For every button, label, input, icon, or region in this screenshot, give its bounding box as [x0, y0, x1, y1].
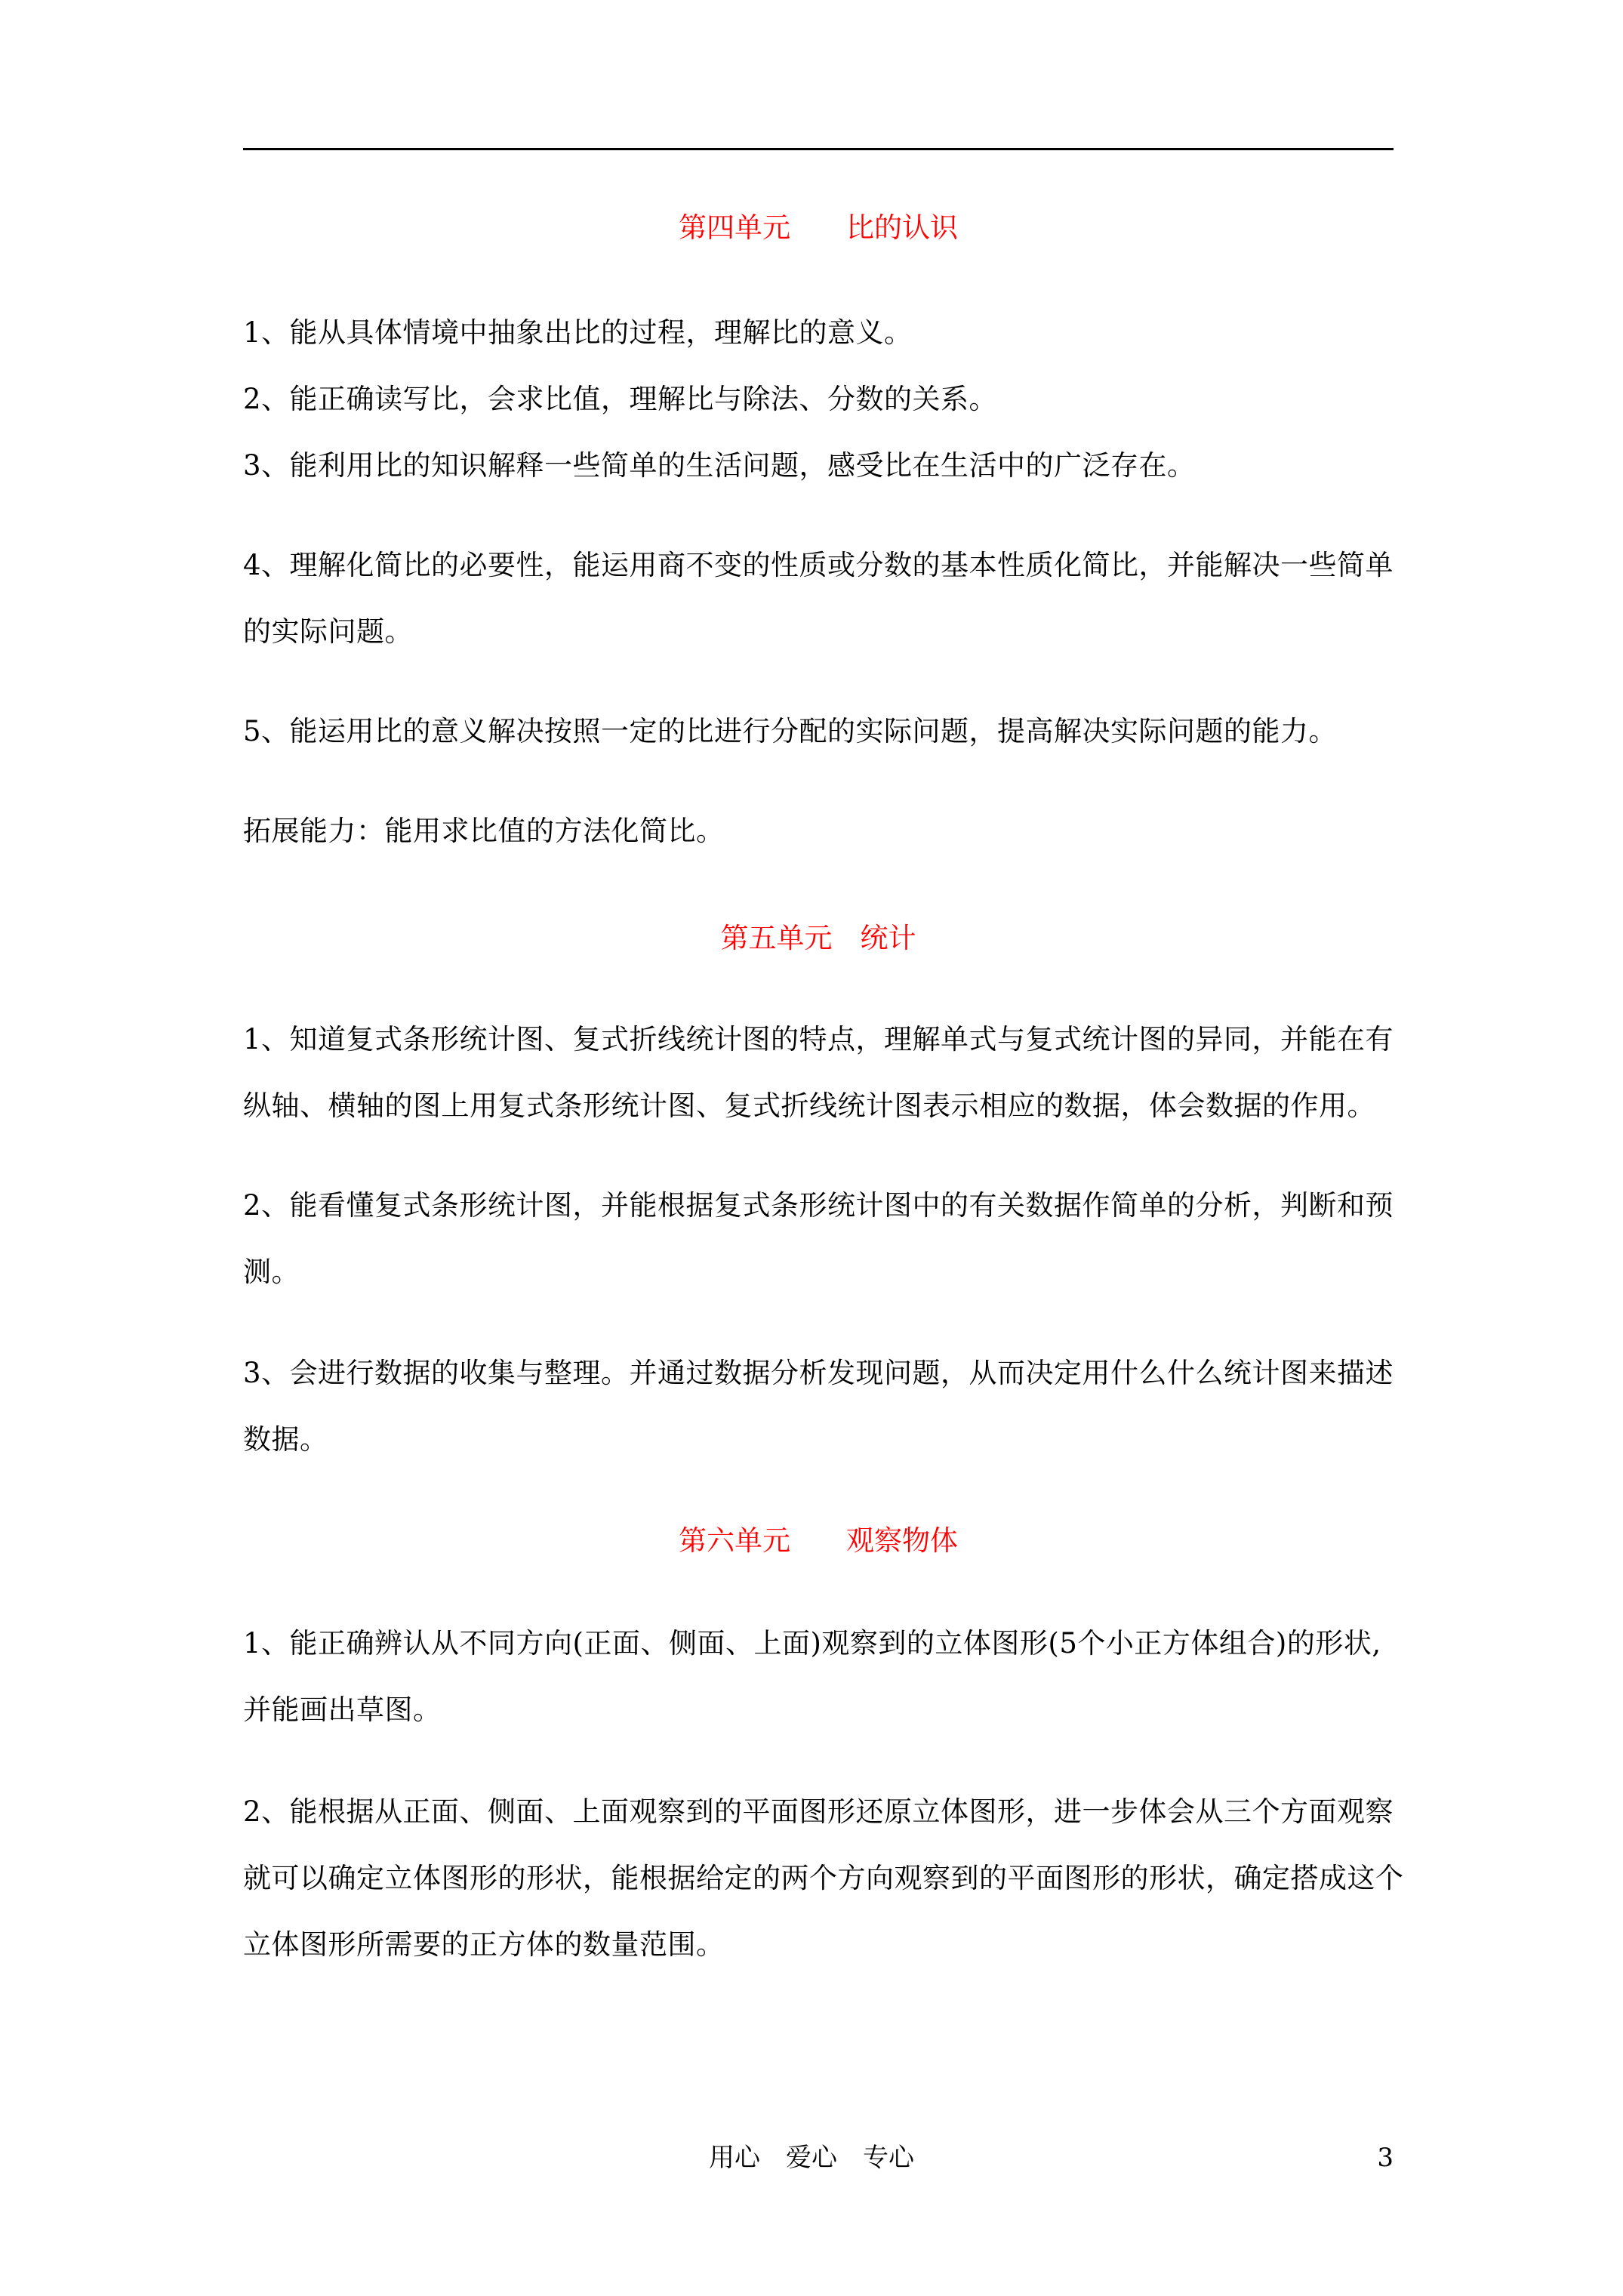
unit6-item-2: 2、能根据从正面、侧面、上面观察到的平面图形还原立体图形，进一步体会从三个方面观察就可以确定立体图形的形状，能根据给定的两个方向观察到的平面图形的形状，确定搭成这个立体图形所需要的正方体的数量范围。 — [243, 1795, 1404, 1961]
page-number: 3 — [1377, 2143, 1394, 2173]
unit4-extension: 拓展能力：能用求比值的方法化简比。 — [243, 815, 725, 847]
unit5-item-1: 1、知道复式条形统计图、复式折线统计图的特点，理解单式与复式统计图的异同，并能在有纵轴、横轴的图上用复式条形统计图、复式折线统计图表示相应的数据，体会数据的作用。 — [243, 1023, 1394, 1122]
unit5-item-3: 3、会进行数据的收集与整理。并通过数据分析发现问题，从而决定用什么什么统计图来描述数据。 — [243, 1357, 1394, 1456]
unit5-item-2: 2、能看懂复式条形统计图，并能根据复式条形统计图中的有关数据作简单的分析，判断和预测。 — [243, 1189, 1394, 1288]
unit4-item-5: 5、能运用比的意义解决按照一定的比进行分配的实际问题，提高解决实际问题的能力。 — [243, 715, 1338, 747]
unit5-heading: 第五单元 统计 — [720, 922, 916, 954]
unit4-item-4: 4、理解化简比的必要性，能运用商不变的性质或分数的基本性质化简比，并能解决一些简单的实际问题。 — [243, 549, 1394, 648]
unit4-item-3: 3、能利用比的知识解释一些简单的生活问题，感受比在生活中的广泛存在。 — [243, 449, 1196, 482]
unit4-item-2: 2、能正确读写比，会求比值，理解比与除法、分数的关系。 — [243, 383, 998, 415]
footer-motto: 用心 爱心 专心 — [709, 2143, 914, 2173]
header-rule — [243, 148, 1394, 150]
unit6-item-1: 1、能正确辨认从不同方向(正面、侧面、上面)观察到的立体图形(5个小正方体组合)的形状,并能画出草图。 — [243, 1627, 1381, 1726]
unit6-heading: 第六单元 观察物体 — [679, 1524, 958, 1557]
unit4-heading: 第四单元 比的认识 — [679, 211, 958, 244]
unit4-item-1: 1、能从具体情境中抽象出比的过程，理解比的意义。 — [243, 316, 913, 349]
